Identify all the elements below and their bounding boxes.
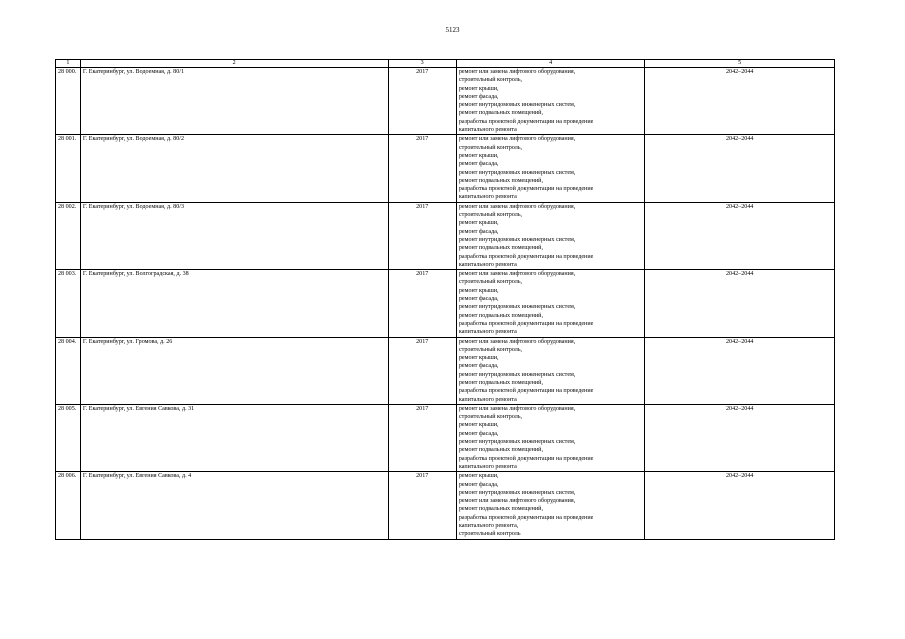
row-year: 2017 [388, 135, 456, 202]
work-item: ремонт фасада, [458, 161, 499, 168]
work-item: ремонт подвальных помещений, [458, 312, 543, 319]
row-address: Г. Екатеринбург, ул. Водоемная, д. 80/3 [80, 202, 388, 269]
header-cell-5: 5 [645, 60, 835, 68]
row-works [456, 135, 645, 202]
row-works [456, 337, 645, 404]
table-row [56, 337, 835, 404]
row-works [456, 404, 645, 471]
table-row [56, 270, 835, 337]
row-period: 2042–2044 [645, 202, 835, 269]
table-row [56, 68, 835, 135]
work-item: ремонт внутридомовых инженерных систем, [458, 236, 576, 243]
work-item: строительный контроль [458, 531, 521, 538]
work-item: разработка проектной документации на проведение [458, 455, 594, 462]
work-item: капитального ремонта [458, 463, 517, 470]
work-item: ремонт внутридомовых инженерных систем, [458, 102, 576, 109]
work-item: ремонт внутридомовых инженерных систем, [458, 439, 576, 446]
work-item: ремонт или замена лифтового оборудования, [458, 338, 576, 345]
table-row [56, 404, 835, 471]
work-item: разработка проектной документации на проведение [458, 320, 594, 327]
work-item: ремонт подвальных помещений, [458, 177, 543, 184]
row-address: Г. Екатеринбург, ул. Волгоградская, д. 38 [80, 270, 388, 337]
work-item: ремонт подвальных помещений, [458, 447, 543, 454]
work-item: ремонт крыши, [458, 152, 499, 159]
work-item: ремонт крыши, [458, 422, 499, 429]
row-number: 28 006. [56, 472, 81, 539]
work-item: ремонт или замена лифтового оборудования, [458, 136, 576, 143]
table-body [56, 68, 835, 540]
row-year: 2017 [388, 202, 456, 269]
work-item: ремонт внутридомовых инженерных систем, [458, 169, 576, 176]
work-item: ремонт крыши, [458, 473, 499, 480]
work-item: строительный контроль, [458, 414, 523, 421]
page-number: 5123 [445, 26, 460, 34]
work-item: капитального ремонта [458, 261, 517, 268]
table-row [56, 202, 835, 269]
row-period: 2042–2044 [645, 135, 835, 202]
row-period: 2042–2044 [645, 337, 835, 404]
row-year: 2017 [388, 337, 456, 404]
row-number: 28 003. [56, 270, 81, 337]
work-item: ремонт крыши, [458, 355, 499, 362]
work-item: ремонт внутридомовых инженерных систем, [458, 371, 576, 378]
registry-table [55, 59, 835, 540]
row-number: 28 005. [56, 404, 81, 471]
work-item: ремонт фасада, [458, 363, 499, 370]
row-address: Г. Екатеринбург, ул. Евгения Савкова, д. 31 [80, 404, 388, 471]
work-item: ремонт крыши, [458, 287, 499, 294]
header-row [56, 60, 835, 68]
work-item: капитального ремонта [458, 127, 517, 134]
work-item: разработка проектной документации на проведение [458, 253, 594, 260]
work-item: строительный контроль, [458, 212, 523, 219]
row-period: 2042–2044 [645, 270, 835, 337]
table-row [56, 472, 835, 539]
work-item: строительный контроль, [458, 144, 523, 151]
row-works [456, 472, 645, 539]
work-item: ремонт крыши, [458, 85, 499, 92]
work-item: ремонт внутридомовых инженерных систем, [458, 304, 576, 311]
row-number: 28 004. [56, 337, 81, 404]
work-item: ремонт или замена лифтового оборудования, [458, 498, 576, 505]
work-item: ремонт фасада, [458, 481, 499, 488]
work-item: ремонт или замена лифтового оборудования, [458, 203, 576, 210]
work-item: строительный контроль, [458, 346, 523, 353]
row-address: Г. Екатеринбург, ул. Водоемная, д. 80/1 [80, 68, 388, 135]
work-item: капитального ремонта [458, 194, 517, 201]
work-item: ремонт или замена лифтового оборудования, [458, 69, 576, 75]
header-cell-3: 3 [388, 60, 456, 68]
row-year: 2017 [388, 270, 456, 337]
work-item: разработка проектной документации на проведение [458, 514, 594, 521]
row-address: Г. Екатеринбург, ул. Водоемная, д. 80/2 [80, 135, 388, 202]
work-item: ремонт фасада, [458, 430, 499, 437]
row-address: Г. Екатеринбург, ул. Громова, д. 26 [80, 337, 388, 404]
row-year: 2017 [388, 68, 456, 135]
work-item: разработка проектной документации на проведение [458, 186, 594, 193]
work-item: ремонт фасада, [458, 296, 499, 303]
header-cell-1: 1 [56, 60, 81, 68]
work-item: капитального ремонта, [458, 523, 519, 530]
work-item: капитального ремонта [458, 396, 517, 403]
table-row [56, 135, 835, 202]
row-year: 2017 [388, 404, 456, 471]
row-works [456, 202, 645, 269]
row-number: 28 000. [56, 68, 81, 135]
header-cell-4: 4 [456, 60, 645, 68]
work-item: ремонт или замена лифтового оборудования, [458, 271, 576, 278]
row-number: 28 001. [56, 135, 81, 202]
row-period: 2042–2044 [645, 68, 835, 135]
row-address: Г. Екатеринбург, ул. Евгения Савкова, д. 4 [80, 472, 388, 539]
row-works [456, 68, 645, 135]
work-item: строительный контроль, [458, 77, 523, 84]
work-item: ремонт подвальных помещений, [458, 379, 543, 386]
work-item: ремонт фасада, [458, 93, 499, 100]
work-item: ремонт фасада, [458, 228, 499, 235]
row-period: 2042–2044 [645, 404, 835, 471]
header-cell-2: 2 [80, 60, 388, 68]
work-item: ремонт внутридомовых инженерных систем, [458, 489, 576, 496]
work-item: ремонт или замена лифтового оборудования, [458, 405, 576, 412]
work-item: ремонт подвальных помещений, [458, 245, 543, 252]
row-year: 2017 [388, 472, 456, 539]
work-item: разработка проектной документации на проведение [458, 118, 594, 125]
row-period: 2042–2044 [645, 472, 835, 539]
row-works [456, 270, 645, 337]
work-item: капитального ремонта [458, 329, 517, 336]
work-item: строительный контроль, [458, 279, 523, 286]
row-number: 28 002. [56, 202, 81, 269]
work-item: разработка проектной документации на проведение [458, 388, 594, 395]
work-item: ремонт подвальных помещений, [458, 110, 543, 117]
work-item: ремонт подвальных помещений, [458, 506, 543, 513]
work-item: ремонт крыши, [458, 220, 499, 227]
